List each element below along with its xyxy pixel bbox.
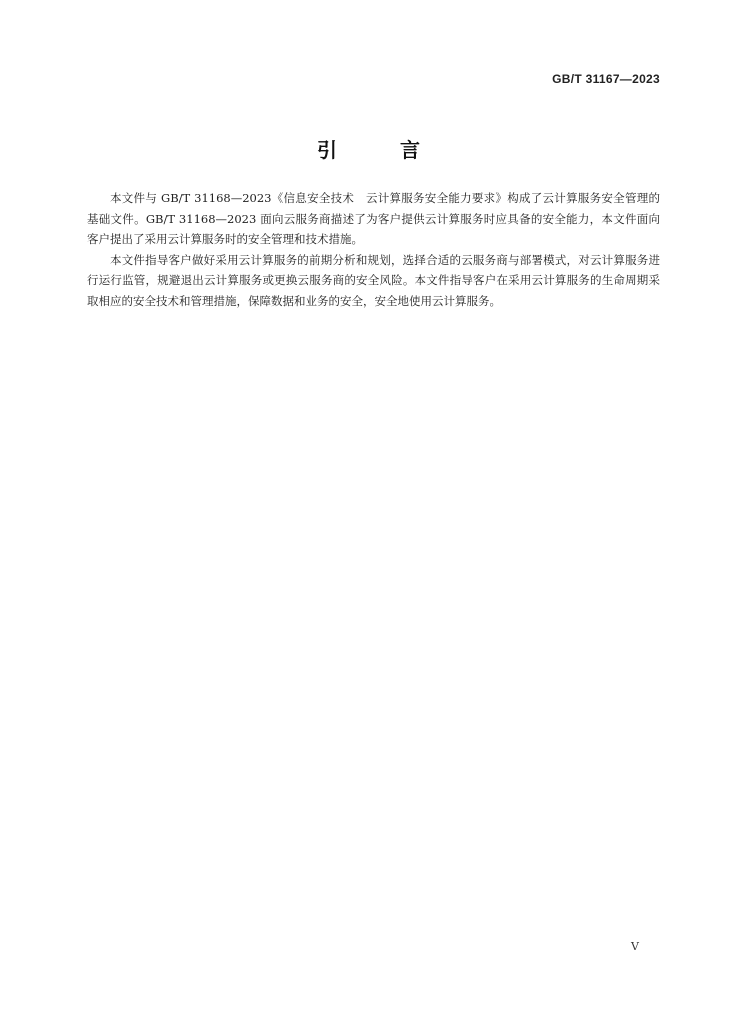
introduction-body bbox=[87, 188, 660, 311]
page-number: V bbox=[631, 940, 639, 953]
paragraph-1: 本文件与 GB/T 31168—2023《信息安全技术 云计算服务安全能力要求》构成了云计算服务安全管理的基础文件。GB/T 31168—2023 面向云服务商描述了为客户提供云计算服务时应具备的安全能力，本文件面向客户提出了采用云计算服务时的安全管理和技术措施。 bbox=[87, 191, 660, 246]
paragraph-2: 本文件指导客户做好采用云计算服务的前期分析和规划，选择合适的云服务商与部署模式，对云计算服务进行运行监管，规避退出云计算服务或更换云服务商的安全风险。本文件指导客户在采用云计算服务的生命周期采取相应的安全技术和管理措施，保障数据和业务的安全，安全地使用云计算服务。 bbox=[87, 252, 660, 308]
standard-code-header: GB/T 31167—2023 bbox=[552, 72, 660, 86]
page-title: 引 言 bbox=[317, 138, 448, 162]
